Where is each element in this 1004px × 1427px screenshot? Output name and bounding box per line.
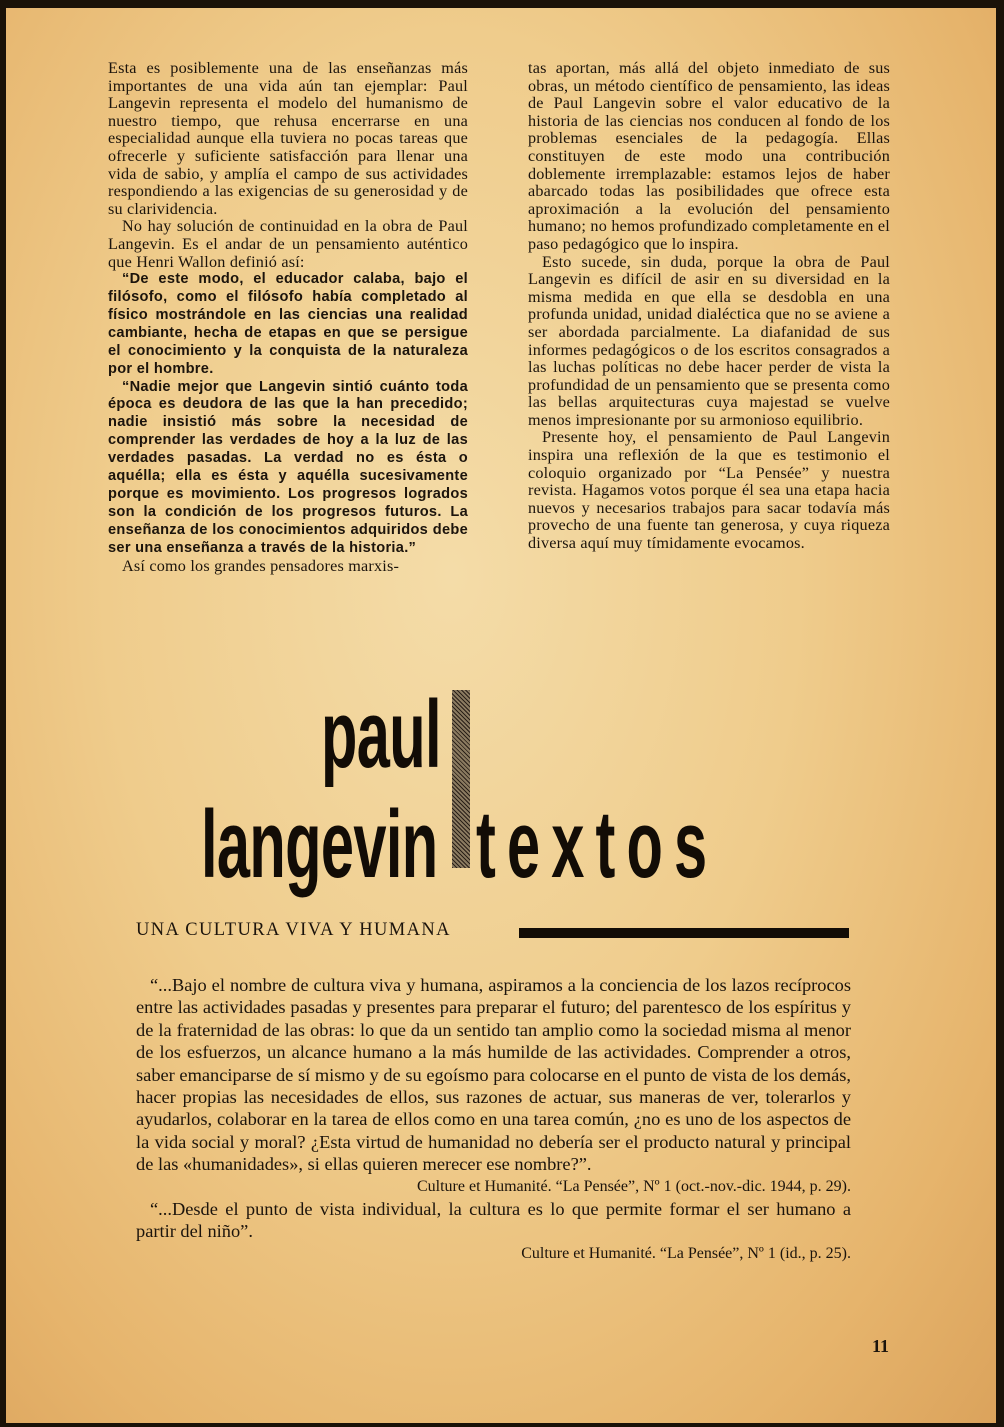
right-paragraph-2: Esto sucede, sin duda, porque la obra de Paul Langevin es difícil de asir en su diversidad en la misma medida en que ella se desdobla en una profunda unidad, unidad dialéctica que no se aviene a ser abordada parcialmente. La diafanidad de sus informes pedagógicos o de los escritos consagrados a las luchas políticas no debe hacer perder de vista la profundidad de un pensamiento que se presenta como las bellas arquitecturas cuya majestad se vuelve menos impresionante por su armonioso equilibrio. (528, 252, 890, 429)
section-quote-1: “...Bajo el nombre de cultura viva y humana, aspiramos a la conciencia de los lazos recíprocos entre las actividades pasadas y presentes para preparar el futuro; del parentesco de los espíritus y de la fraternidad de las obras: lo que da un sentido tan amplio como la sociedad misma al menor de los esfuerzos, un alcance humano a la más humilde de las actividades. Comprender a otros, saber emanciparse de sí mismo y de su egoísmo para colocarse en el punto de vista de los demás, hacer propias las necesidades de ellos, sus razones de actuar, sus maneras de ver, tolerarlos y ayudarlos, colaborar en la tarea de ellos como en una tarea común, ¿no es uno de los aspectos de la vida social y moral? ¿Esta virtud de humanidad no debería ser el producto natural y principal de las «humanidades», si ellas quieren merecer ese nombre?”. (136, 975, 851, 1175)
section-citation-1: Culture et Humanité. “La Pensée”, Nº 1 (oct.-nov.-dic. 1944, p. 29). (416, 1177, 851, 1195)
page-number: 11 (872, 1336, 890, 1356)
heading-textos: textos (476, 791, 719, 898)
heading-divider-bar (452, 690, 470, 868)
right-paragraph-3: Presente hoy, el pensamiento de Paul Langevin inspira una reflexión de la que es testimonio el coloquio organizado por “La Pensée” y nuestra revista. Hagamos votos porque él sea una etapa hacia nuevos y necesarios trabajos para sacar todavía más provecho de una fuente tan generosa, y cuya riqueza diversa aquí muy tímidamente evocamos. (528, 428, 890, 553)
section-title-rule (519, 928, 849, 938)
section-citation-2: Culture et Humanité. “La Pensée”, Nº 1 (id., p. 25). (521, 1244, 851, 1262)
wallon-quote-2: “Nadie mejor que Langevin sintió cuánto toda época es deudora de las que la han precedido; nadie insistió más sobre la necesidad de comprender las verdades de hoy a la luz de las verdades pasadas. La verdad no es ésta o aquélla; ella es ésta y aquélla sucesivamente porque es movimiento. Los progresos logrados son la condición de los progresos futuros. La enseñanza de los conocimientos adquiridos debe ser una enseñanza a través de la historia.” (108, 378, 468, 556)
left-paragraph-2: No hay solución de continuidad en la obra de Paul Langevin. Es el andar de un pensamiento auténtico que Henri Wallon definió así: (108, 217, 468, 271)
right-column (528, 60, 890, 553)
wallon-quote-1: “De este modo, el educador calaba, bajo el filósofo, como el filósofo había completado al físico mostrándole en las ciencias una realidad cambiante, hecha de etapas en que se persigue el conocimiento y la conquista de la naturaleza por el hombre. (108, 271, 468, 377)
left-paragraph-1: Esta es posiblemente una de las enseñanzas más importantes de una vida aún tan ejemplar: Paul Langevin representa el modelo del humanismo de nuestro tiempo, que rehusa encerrarse en una especialidad aunque ella tuviera no pocas tareas que ofrecerle y suficiente satisfacción para llenar una vida de sabio, y amplía el campo de sus actividades respondiendo a las exigencias de su generosidad y de su clarividencia. (108, 59, 468, 218)
left-column (108, 60, 468, 575)
section-title: UNA CULTURA VIVA Y HUMANA (136, 920, 451, 940)
right-paragraph-1: tas aportan, más allá del objeto inmediato de sus obras, un método científico de pensamiento, las ideas de Paul Langevin sobre el valor educativo de la historia de las ciencias nos conducen al fondo de los problemas esenciales de la pedagogía. Ellas constituyen de este modo una contribución doblemente irremplazable: estamos lejos de haber abarcado todas las posibilidades que ofrece esta aproximación a la evolución del pensamiento humano; no hemos profundizado completamente en el paso pedagógico que lo inspira. (528, 59, 890, 253)
heading-paul: paul (321, 681, 441, 788)
section-quote-2: “...Desde el punto de vista individual, la cultura es lo que permite formar el ser humano a partir del niño”. (136, 1199, 851, 1242)
section-body (136, 974, 851, 1265)
magazine-page (6, 8, 996, 1423)
heading-langevin: langevin (201, 791, 438, 898)
left-paragraph-3: Así como los grandes pensadores marxis- (122, 556, 400, 575)
